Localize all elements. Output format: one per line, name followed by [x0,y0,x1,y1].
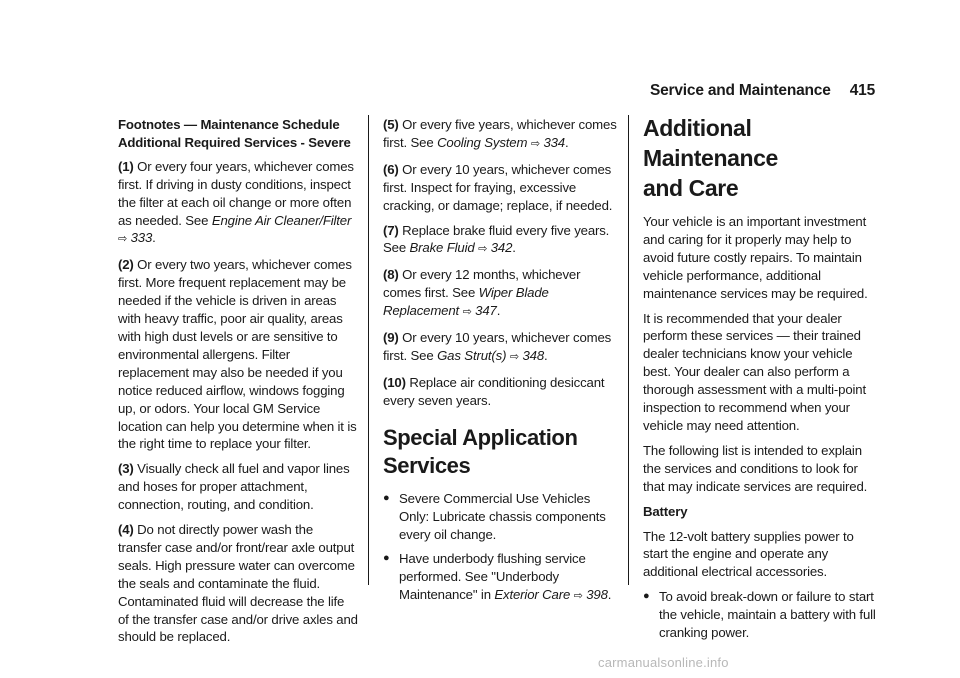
column-divider-right [628,115,629,585]
footnote-8 [383,266,618,322]
footnote-text: Replace air conditioning desiccant every seven years. [383,374,605,408]
list-item [643,588,878,642]
page-reference-link[interactable]: 398 [586,587,608,603]
footnote-number: (6) [383,161,399,177]
footnote-text: Or every five years, whichever comes first. See [383,117,617,150]
footnote-text: Do not directly power wash the transfer case and/or front/rear axle output seals. High pressure water can overcome the seals and contaminate the fluid. Contaminated fluid will decrease the life of the transfer case and/or drive axles and should be replaced. [118,522,358,645]
punctuation: . [544,347,548,363]
footnote-1 [118,158,358,250]
footnote-text: Visually check all fuel and vapor lines and hoses for proper attachment, connection, routing, and condition. [118,461,350,513]
footnote-6 [383,161,618,215]
footnote-text: Or every two years, whichever comes first. More frequent replacement may be needed if the vehicle is driven in areas with heavy traffic, poor air quality, areas with high dust levels or are sensitive to environmental allergens. Filter replacement may also be needed if you notice reduced airflow, windows fogging up, or odors. Your local GM Service location can help you determine when it is the right time to replace your filter. [118,257,357,452]
footnotes-title-line-2: Additional Required Services - Severe [118,134,351,150]
footnote-2 [118,256,358,453]
cross-reference-link[interactable]: Exterior Care [494,587,571,603]
paragraph: The 12-volt battery supplies power to start the engine and operate any additional electrical accessories. [643,528,854,580]
footnote-number: (1) [118,158,134,174]
column-divider-left [368,115,369,585]
list-item-text: To avoid break-down or failure to start the vehicle, maintain a battery with full cranking power. [659,589,876,641]
page-reference-link[interactable]: 342 [490,240,513,256]
footnote-3 [118,460,358,514]
list-item-text [399,550,618,606]
heading-line-2: and Care [643,175,739,201]
page-arrow-icon: ⇨ [573,590,583,603]
footnote-text: Or every 12 months, whichever comes first. See [383,267,581,301]
running-header [650,82,875,100]
list-item [383,550,618,606]
page-arrow-icon: ⇨ [478,243,488,256]
footnote-number: (3) [118,461,134,477]
footnote-9 [383,329,618,367]
list-item [383,490,618,544]
punctuation: . [512,240,516,256]
footnote-text: Or every 10 years, whichever comes first. Inspect for fraying, excessive cracking, or damage; replace, if needed. [383,161,613,213]
page-arrow-icon: ⇨ [462,306,472,319]
footnotes-title [118,116,358,152]
list-item-text: Severe Commercial Use Vehicles Only: Lubricate chassis components every oil change. [399,490,606,542]
battery-subheading: Battery [643,503,688,519]
footnote-number: (10) [383,374,406,390]
section-title: Service and Maintenance [650,82,831,99]
column-2 [383,116,618,613]
punctuation: . [152,230,156,246]
footnotes-title-line-1: Footnotes — Maintenance Schedule [118,117,340,132]
cross-reference-link[interactable]: Brake Fluid [409,240,475,256]
footnote-text: Replace brake fluid every five years. See [383,222,610,256]
footnote-10 [383,374,618,410]
bullet-icon: ● [383,491,390,504]
footnote-7 [383,222,618,260]
page-arrow-icon: ⇨ [118,233,128,246]
cross-reference-link[interactable]: Gas Strut(s) [437,347,507,363]
footnote-number: (5) [383,117,399,132]
footnote-number: (7) [383,222,399,238]
list-item-body: Have underbody flushing service performed. See "Underbody Maintenance" in [399,551,586,603]
page-number: 415 [849,82,875,99]
footnote-5 [383,116,618,154]
page-arrow-icon: ⇨ [530,137,540,150]
footnote-number: (8) [383,267,399,283]
footnote-number: (2) [118,257,134,273]
cross-reference-link[interactable]: Cooling System [437,134,528,150]
footnote-number: (4) [118,522,134,538]
page-reference-link[interactable]: 347 [475,303,497,319]
watermark: carmanualsonline.info [598,655,729,670]
punctuation: . [607,587,612,603]
footnote-4 [118,521,358,646]
bullet-icon: ● [643,590,650,603]
paragraph: It is recommended that your dealer perform these services — their trained dealer technicians know your vehicle best. Your dealer can also perform a thorough assessment with a multi-point inspection to recommend when your vehicle may need attention. [643,310,866,433]
cross-reference-link[interactable]: Wiper Blade Replacement [383,285,549,319]
cross-reference-link[interactable]: Engine Air Cleaner/Filter [211,212,352,228]
footnote-number: (9) [383,330,399,346]
column-1 [118,116,358,653]
page-reference-link[interactable]: 348 [522,347,545,363]
heading-line-1: Additional Maintenance [643,115,778,171]
punctuation: . [496,303,501,319]
paragraph: The following list is intended to explain the services and conditions to look for that may indicate services are required. [643,442,868,494]
page-reference-link[interactable]: 334 [543,134,565,150]
special-application-heading: Special Application Services [383,424,578,478]
additional-maintenance-heading [643,113,878,203]
page-arrow-icon: ⇨ [509,350,519,363]
punctuation: . [565,134,569,150]
column-3 [643,113,878,649]
page-reference-link[interactable]: 333 [130,230,153,246]
footnote-text: Or every 10 years, whichever comes first. See [383,330,612,363]
bullet-icon: ● [383,552,390,565]
paragraph: Your vehicle is an important investment and caring for it properly may help to avoid future costly repairs. To maintain vehicle performance, additional maintenance services may be required. [643,214,868,301]
footnote-text: Or every four years, whichever comes first. If driving in dusty conditions, inspect the filter at each oil change or more often as needed. See [118,158,354,228]
